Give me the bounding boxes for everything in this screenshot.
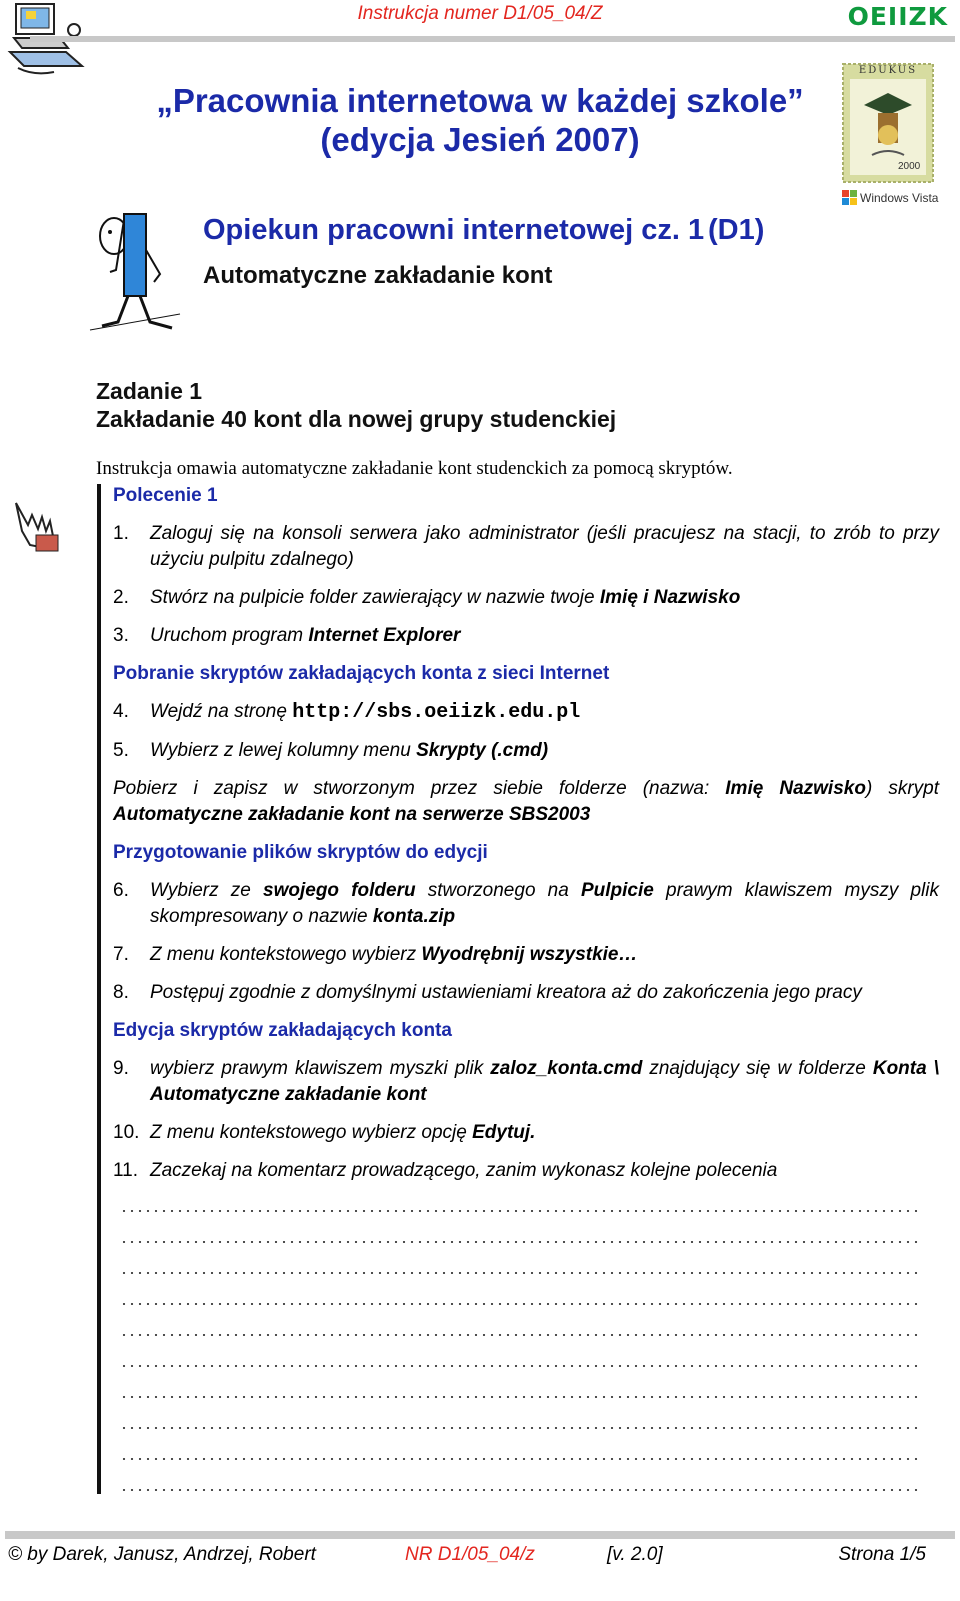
step-11 xyxy=(113,1158,939,1184)
answer-line[interactable] xyxy=(120,1303,920,1305)
footer-number: NR D1/05_04/z xyxy=(405,1544,535,1565)
step-number: 3. xyxy=(113,625,129,646)
answer-line[interactable] xyxy=(120,1241,920,1243)
answer-line[interactable] xyxy=(120,1458,920,1460)
step-number: 4. xyxy=(113,701,129,722)
task-intro: Instrukcja omawia automatyczne zakładanie kont studenckich za pomocą skryptów. xyxy=(96,458,733,479)
answer-line[interactable] xyxy=(120,1210,920,1212)
main-title-line2: (edycja Jesień 2007) xyxy=(320,121,640,158)
step-number: 9. xyxy=(113,1058,129,1079)
step-number: 1. xyxy=(113,523,129,544)
subtitle-secondary: Automatyczne zakładanie kont xyxy=(203,262,553,289)
footer-rule xyxy=(5,1531,955,1539)
step-9 xyxy=(113,1056,939,1108)
step-5 xyxy=(113,738,939,764)
task-heading: Zadanie 1 xyxy=(96,378,203,404)
step-8 xyxy=(113,980,939,1006)
section-polecenie: Polecenie 1 xyxy=(113,485,218,506)
step-number: 8. xyxy=(113,982,129,1003)
section-prepare: Przygotowanie plików skryptów do edycji xyxy=(113,842,488,863)
windows-flag-icon xyxy=(842,190,857,205)
step-4 xyxy=(113,699,939,726)
logo-text: OEIIZK xyxy=(847,2,948,31)
oeiizk-logo xyxy=(848,2,948,31)
step-number: 2. xyxy=(113,587,129,608)
step-text: Wejdź na stronę http://sbs.oeiizk.edu.pl xyxy=(150,701,581,724)
footer-authors: © by Darek, Janusz, Andrzej, Robert xyxy=(8,1544,316,1565)
walking-man-icon xyxy=(80,210,185,340)
step-number: 10. xyxy=(113,1122,140,1143)
answer-line[interactable] xyxy=(120,1489,920,1491)
answer-line[interactable] xyxy=(120,1365,920,1367)
windows-vista-label: Windows Vista xyxy=(860,190,939,205)
instruction-content xyxy=(113,483,939,1196)
windows-vista-logo xyxy=(842,190,938,205)
pointing-hand-icon xyxy=(10,495,66,555)
step-text: Stwórz na pulpicie folder zawierający w nazwie twoje Imię i Nazwisko xyxy=(150,587,741,608)
sbs-url-link[interactable]: http://sbs.oeiizk.edu.pl xyxy=(292,701,581,724)
step-number: 5. xyxy=(113,740,129,761)
task-subheading: Zakładanie 40 kont dla nowej grupy studenckiej xyxy=(96,406,617,432)
hand-clipart xyxy=(10,495,66,555)
footer-page: Strona 1/5 xyxy=(838,1544,926,1565)
badge-year: 2000 xyxy=(898,161,921,172)
step-text: Postępuj zgodnie z domyślnymi ustawieniami kreatora aż do zakończenia jego pracy xyxy=(150,982,862,1003)
cartoon-figure xyxy=(80,210,185,340)
instruction-number: Instrukcja numer D1/05_04/Z xyxy=(357,3,603,24)
answer-line[interactable] xyxy=(120,1396,920,1398)
step-text: Z menu kontekstowego wybierz Wyodrębnij wszystkie… xyxy=(150,944,638,965)
step-text: Wybierz z lewej kolumny menu Skrypty (.cmd) xyxy=(150,740,549,761)
main-title-line1: „Pracownia internetowa w każdej szkole” xyxy=(156,82,804,119)
step-text: wybierz prawym klawiszem myszki plik zaloz_konta.cmd znajdujący się w folderze Konta \ Automatyczne zakładanie kont xyxy=(150,1058,939,1105)
footer-version: [v. 2.0] xyxy=(607,1544,663,1565)
step-text: Zaloguj się na konsoli serwera jako administrator (jeśli pracujesz na stacji, to zrób to przy użyciu pulpitu zdalnego) xyxy=(150,523,939,570)
step-10 xyxy=(113,1120,939,1146)
header-rule xyxy=(30,36,955,42)
step-number: 6. xyxy=(113,880,129,901)
step-1 xyxy=(113,521,939,573)
step-text: Wybierz ze swojego folderu stworzonego na Pulpicie prawym klawiszem myszy plik skompresowany o nazwie konta.zip xyxy=(150,880,939,927)
step-text: Zaczekaj na komentarz prowadzącego, zanim wykonasz kolejne polecenia xyxy=(150,1160,778,1181)
download-paragraph: Pobierz i zapisz w stworzonym przez siebie folderze (nazwa: Imię Nazwisko) skrypt Automatyczne zakładanie kont na serwerze SBS2003 xyxy=(113,778,940,825)
content-left-rule xyxy=(97,484,101,1494)
step-text: Z menu kontekstowego wybierz opcję Edytuj. xyxy=(150,1122,536,1143)
answer-line[interactable] xyxy=(120,1272,920,1274)
section-download: Pobranie skryptów zakładających konta z sieci Internet xyxy=(113,663,610,684)
step-3 xyxy=(113,623,939,649)
step-2 xyxy=(113,585,939,611)
answer-line[interactable] xyxy=(120,1334,920,1336)
step-6 xyxy=(113,878,939,930)
step-number: 7. xyxy=(113,944,129,965)
subtitle-main: Opiekun pracowni internetowej cz. 1 xyxy=(203,214,705,246)
step-7 xyxy=(113,942,939,968)
badge-title: EDUKUS xyxy=(858,65,918,76)
section-edit: Edycja skryptów zakładających konta xyxy=(113,1020,452,1041)
answer-line[interactable] xyxy=(120,1427,920,1429)
step-number: 11. xyxy=(113,1160,139,1181)
subtitle-code: (D1) xyxy=(708,214,765,246)
step-text: Uruchom program Internet Explorer xyxy=(150,625,461,646)
